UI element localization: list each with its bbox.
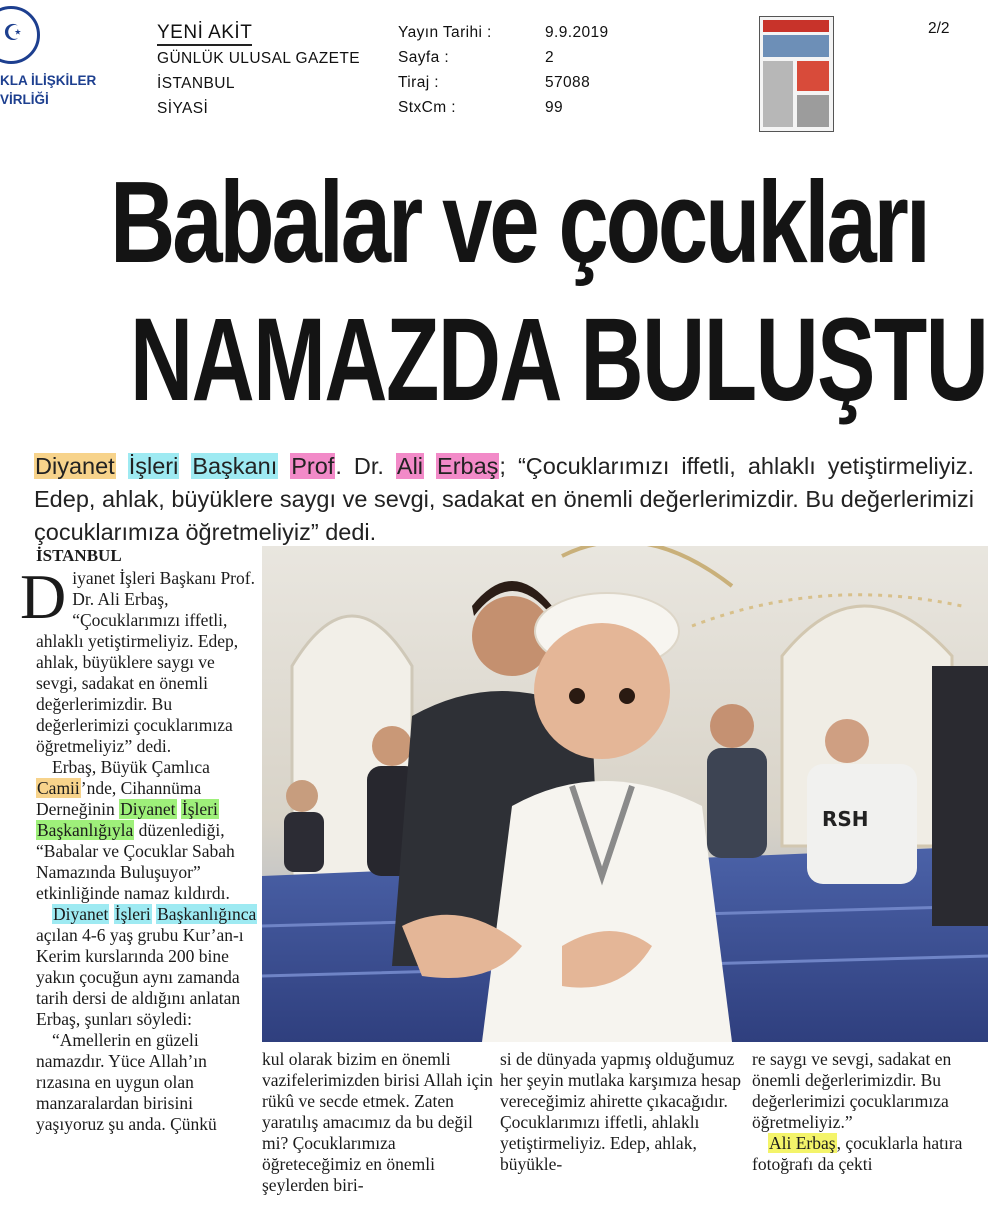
newspaper-category: SİYASİ: [157, 100, 209, 117]
article-column-2: [262, 1049, 497, 1196]
logo-line-2: VİRLİĞİ: [0, 92, 49, 107]
headline-line-1: Babalar ve çocukları: [110, 157, 928, 287]
highlight-diyanet-2: Diyanet: [120, 799, 176, 819]
publish-date-label: Yayın Tarihi :: [398, 24, 492, 41]
highlight-baskanligiyla: Başkanlığıyla: [37, 820, 134, 840]
column-3-text: si de dünyada yapmış olduğumuz her şeyin mutlaka karşımıza hesap vereceğimiz ahirette çıkacağıdır. Çocuklarımızı iffetli, ahlaklı yetiştirmeliyiz. Edep, ahlak, büyükle-: [500, 1049, 742, 1174]
headline-line-2: NAMAZDA BULUŞTU: [130, 294, 988, 426]
highlight-prof: Prof: [291, 453, 335, 479]
svg-text:RSH: RSH: [822, 807, 869, 831]
article-photo: [262, 546, 988, 1042]
newspaper-type: GÜNLÜK ULUSAL GAZETE: [157, 50, 360, 67]
paragraph-4: “Amellerin en güzeli namazdır. Yüce Allah’ın rızasına en uygun olan manzaralardan birisini yaşıyoruz şu anda. Çünkü: [36, 1030, 217, 1134]
stxcm-value: 99: [545, 99, 564, 116]
column-4-text: re saygı ve sevgi, sadakat en önemli değerlerimizdir. Bu değerlerimizi çocuklarımıza öğretmeliyiz.”: [752, 1049, 952, 1132]
mosque-photo-icon: [262, 546, 988, 1042]
meta-values: [545, 20, 609, 120]
subtitle-rest: ; “Çocuklarımızı iffetli, ahlaklı yetiştirmeliyiz. Edep, ahlak, büyüklere saygı ve sevgi, sadakat en önemli değerlerimizdir. Bu değerlerimizi çocuklarımıza öğretmeliyiz” dedi.: [34, 453, 974, 545]
article-column-3: [500, 1049, 745, 1175]
article-column-4: [752, 1049, 992, 1175]
institution-logo: [0, 0, 120, 130]
highlight-isleri: İşleri: [128, 453, 179, 479]
circulation-value: 57088: [545, 74, 591, 91]
meta-labels: [398, 20, 492, 120]
logo-line-1: KLA İLİŞKİLER: [0, 73, 97, 88]
highlight-baskanliginca: Başkanlığınca: [157, 904, 257, 924]
column-2-text: kul olarak bizim en önemli vazifelerimizden birisi Allah için rükû ve secde etmek. Zaten yaratılış amacımız da bu değil mi? Çocuklarımıza öğreteceğimiz en önemli şeylerden biri-: [262, 1049, 493, 1195]
highlight-baskani: Başkanı: [192, 453, 278, 479]
highlight-erbas: Erbaş: [437, 453, 499, 479]
highlight-ali: Ali: [396, 453, 424, 479]
newspaper-name: YENİ AKİT: [157, 22, 252, 46]
highlight-ali-erbas: Ali Erbaş: [769, 1133, 836, 1153]
article-column-1: [20, 545, 258, 1135]
circulation-label: Tiraj :: [398, 74, 439, 91]
dateline: İSTANBUL: [36, 546, 122, 565]
publish-date-value: 9.9.2019: [545, 24, 609, 41]
paragraph-2: Erbaş, Büyük Çamlıca Camii’nde, Cihannüma Derneğinin Diyanet İşleri Başkanlığıyla düzenlediği, “Babalar ve Çocuklar Sabah Namazında Buluşuyor” etkinliğinde namaz kıldırdı.: [36, 757, 235, 903]
newspaper-city: İSTANBUL: [157, 75, 235, 92]
highlight-diyanet-3: Diyanet: [53, 904, 109, 924]
highlight-isleri-3: İşleri: [114, 904, 151, 924]
highlight-diyanet: Diyanet: [35, 453, 115, 479]
emblem-icon: ☪: [0, 6, 40, 64]
paragraph-3: Diyanet İşleri Başkanlığınca açılan 4-6 yaş grubu Kur’an-ı Kerim kurslarında 200 bine yakın çocuğun aynı zamanda tarih dersi de aldığını anlatan Erbaş, şunları söyledi:: [36, 904, 257, 1029]
drop-cap: D: [20, 561, 67, 632]
paragraph-1: Diyanet İşleri Başkanı Prof. Dr. Ali Erbaş, “Çocuklarımızı iffetli, ahlaklı yetiştirmeliyiz. Edep, ahlak, büyüklere saygı ve sevgi, sadakat en önemli değerlerimizdir. Bu değerlerimizi çocuklarımıza öğretmeliyiz” dedi.: [20, 561, 255, 756]
page-thumbnail: [759, 16, 834, 132]
subtitle-dr: . Dr.: [335, 453, 384, 479]
column-4-caption: Ali Erbaş, çocuklarla hatıra fotoğrafı da çekti: [752, 1133, 963, 1174]
subheadline: [34, 450, 974, 549]
stxcm-label: StxCm :: [398, 99, 456, 116]
highlight-camii: Camii: [37, 778, 80, 798]
highlight-isleri-2: İşleri: [181, 799, 218, 819]
page-label: Sayfa :: [398, 49, 450, 66]
page-fraction: 2/2: [928, 20, 950, 37]
newspaper-info: [157, 22, 392, 121]
page-value: 2: [545, 49, 555, 66]
